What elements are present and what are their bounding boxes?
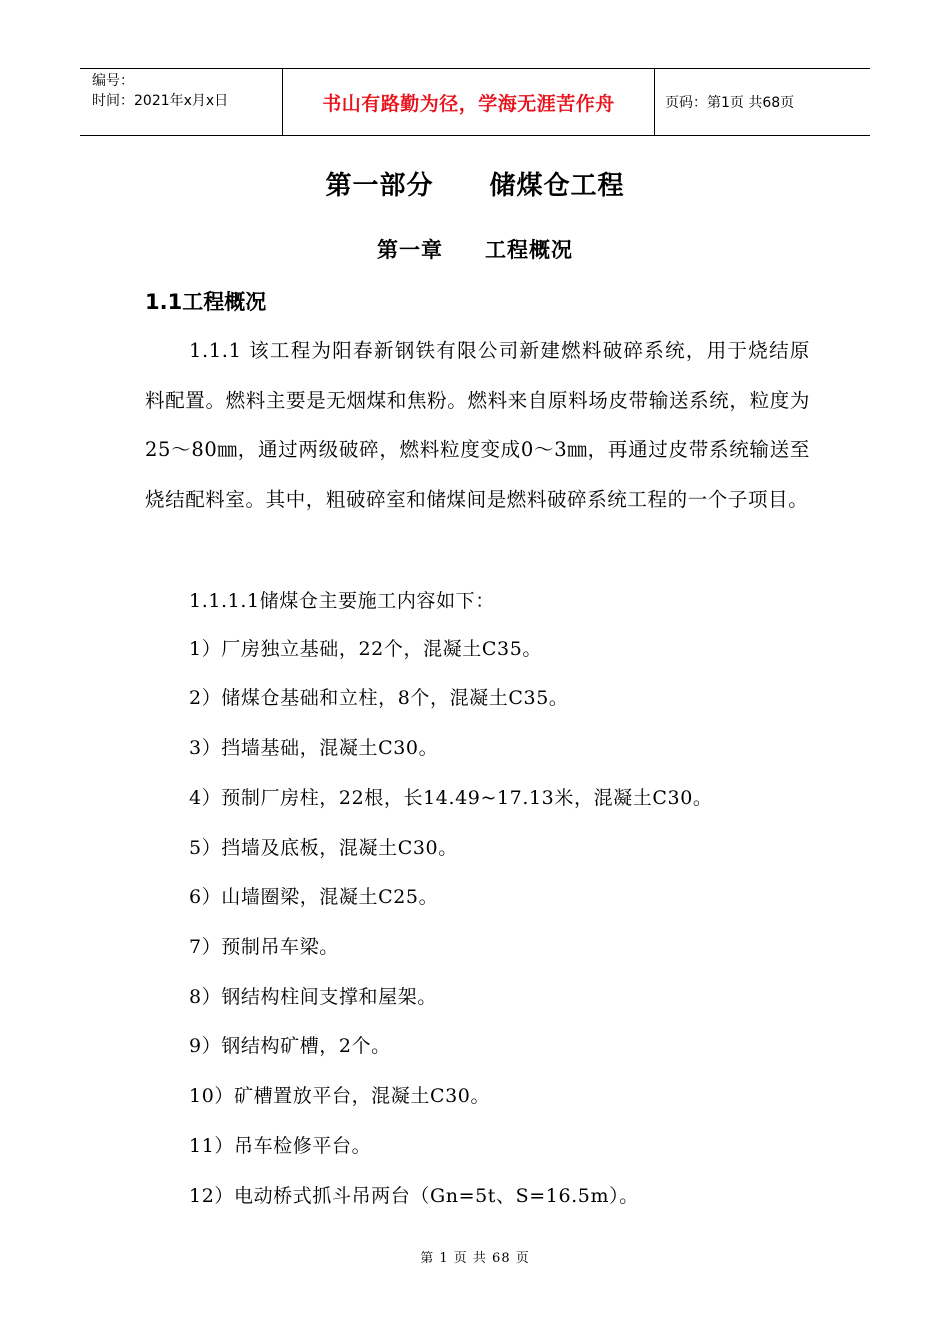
part-title-number: 第一部分 xyxy=(325,171,434,201)
list-item: 3）挡墙基础，混凝土C30。 xyxy=(189,737,439,759)
header-number-label: 编号： xyxy=(92,73,134,89)
header-time-label: 时间：2021年x月x日 xyxy=(92,93,229,109)
overview-paragraph: 1.1.1 该工程为阳春新钢铁有限公司新建燃料破碎系统，用于烧结原料配置。燃料主要是无烟煤和焦粉。燃料来自原料场皮带输送系统，粒度为25～80㎜，通过两级破碎，燃料粒度变成0～3㎜，再通过皮带系统输送至烧结配料室。其中，粗破碎室和储煤间是燃料破碎系统工程的一个子项目。 xyxy=(145,339,810,511)
list-item: 1）厂房独立基础，22个，混凝土C35。 xyxy=(189,638,542,660)
list-item: 4）预制厂房柱，22根，长14.49~17.13米，混凝土C30。 xyxy=(189,787,713,809)
section-title: 1.1工程概况 xyxy=(145,290,267,314)
part-title xyxy=(0,165,950,202)
chapter-title xyxy=(0,234,950,264)
list-item: 2）储煤仓基础和立柱，8个，混凝土C35。 xyxy=(189,687,569,709)
header-meta xyxy=(80,69,282,135)
chapter-title-name: 工程概况 xyxy=(485,238,573,262)
list-item: 9）钢结构矿槽，2个。 xyxy=(189,1035,391,1057)
list-item: 6）山墙圈梁，混凝土C25。 xyxy=(189,886,439,908)
list-item: 10）矿槽置放平台，混凝土C30。 xyxy=(189,1085,491,1107)
list-item: 5）挡墙及底板，混凝土C30。 xyxy=(189,837,458,859)
page-footer: 第 1 页 共 68 页 xyxy=(420,1251,530,1266)
header-page-info: 页码：第1页 共68页 xyxy=(665,95,795,111)
list-item: 12）电动桥式抓斗吊两台（Gn=5t、S=16.5m）。 xyxy=(189,1185,639,1207)
part-title-name: 储煤仓工程 xyxy=(489,171,625,201)
list-item: 1.1.1.1储煤仓主要施工内容如下： xyxy=(189,590,495,612)
list-item: 8）钢结构柱间支撑和屋架。 xyxy=(189,986,437,1008)
page-header xyxy=(80,68,870,136)
list-item: 7）预制吊车梁。 xyxy=(189,936,339,958)
chapter-title-number: 第一章 xyxy=(377,238,443,262)
list-item: 11）吊车检修平台。 xyxy=(189,1135,372,1157)
header-motto: 书山有路勤为径，学海无涯苦作舟 xyxy=(282,69,655,135)
